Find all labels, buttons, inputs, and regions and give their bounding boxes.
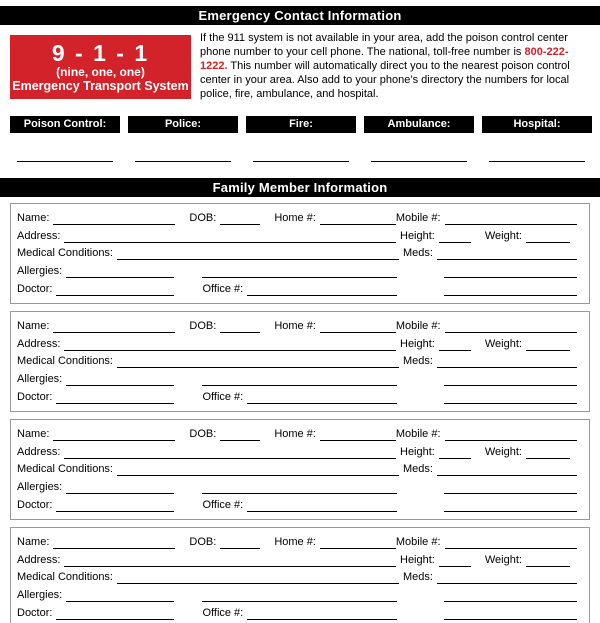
office-phone-blank-line (247, 284, 397, 296)
hospital-blank-line (489, 161, 585, 162)
member-row-medical (17, 460, 583, 478)
office-phone-blank-line (247, 500, 397, 512)
meds-continuation-line-1 (444, 374, 577, 386)
intro-section (10, 32, 590, 102)
name-label: Name: (17, 320, 50, 333)
dob-label: DOB: (189, 212, 217, 225)
police-blank-line (135, 161, 231, 162)
doctor-blank-line (56, 500, 174, 512)
member-row-name (17, 317, 583, 335)
home-phone-label: Home #: (274, 320, 316, 333)
weight-label: Weight: (484, 553, 522, 566)
allergies-label: Allergies: (17, 480, 63, 493)
name-blank-line (53, 537, 175, 549)
address-label: Address: (17, 445, 61, 458)
member-row-name (17, 425, 583, 443)
office-phone-label: Office #: (202, 498, 244, 511)
office-phone-label: Office #: (202, 390, 244, 403)
contact-labels-row (10, 116, 592, 133)
doctor-label: Doctor: (17, 498, 53, 511)
contact-label-poison-control: Poison Control: (10, 116, 120, 133)
member-row-address (17, 550, 583, 568)
meds-continuation-line-1 (444, 266, 577, 278)
medical-conditions-blank-line (117, 464, 399, 476)
mobile-phone-blank-line (445, 321, 577, 333)
member-row-medical (17, 244, 583, 262)
allergies-blank-line (66, 374, 174, 386)
meds-blank-line (437, 356, 577, 368)
meds-continuation-line-2 (444, 392, 577, 404)
member-row-allergies (17, 585, 583, 603)
office-phone-blank-line (247, 608, 397, 620)
dob-blank-line (220, 213, 260, 225)
home-phone-label: Home #: (274, 428, 316, 441)
doctor-blank-line (56, 392, 174, 404)
allergies-label: Allergies: (17, 588, 63, 601)
dob-label: DOB: (189, 320, 217, 333)
meds-continuation-line-2 (444, 500, 577, 512)
contact-label-fire: Fire: (246, 116, 356, 133)
instructions-text-before: If the 911 system is not available in your area, add the poison control center phone number to your cell phone. The national, toll-free number is (200, 32, 568, 58)
member-row-allergies (17, 369, 583, 387)
dob-blank-line (220, 537, 260, 549)
mobile-phone-blank-line (445, 213, 577, 225)
911-system-label: Emergency Transport System (12, 78, 189, 93)
name-label: Name: (17, 428, 50, 441)
weight-blank-line (526, 555, 570, 567)
member-row-doctor (17, 495, 583, 513)
instructions-text-after: This number will automatically direct you to the nearest poison control center in your area. Also add to your phone’s directory the numbers for local police, fire, ambulance, and hospital. (200, 59, 570, 100)
medical-conditions-label: Medical Conditions: (17, 571, 113, 584)
911-callout-box (10, 35, 191, 99)
dob-blank-line (220, 429, 260, 441)
address-blank-line (64, 231, 396, 243)
member-row-name (17, 209, 583, 227)
name-label: Name: (17, 212, 50, 225)
member-row-address (17, 334, 583, 352)
weight-blank-line (526, 447, 570, 459)
weight-blank-line (526, 339, 570, 351)
meds-label: Meds: (403, 355, 433, 368)
mobile-phone-label: Mobile #: (395, 536, 441, 549)
mobile-phone-blank-line (445, 537, 577, 549)
member-row-medical (17, 352, 583, 370)
allergies-label: Allergies: (17, 372, 63, 385)
member-row-doctor (17, 387, 583, 405)
office-phone-label: Office #: (202, 606, 244, 619)
doctor-label: Doctor: (17, 282, 53, 295)
weight-label: Weight: (484, 337, 522, 350)
meds-label: Meds: (403, 247, 433, 260)
dob-blank-line (220, 321, 260, 333)
medical-conditions-blank-line (117, 248, 399, 260)
fire-blank-line (253, 161, 349, 162)
medical-conditions-label: Medical Conditions: (17, 355, 113, 368)
dob-label: DOB: (189, 536, 217, 549)
height-label: Height: (400, 445, 435, 458)
name-blank-line (53, 321, 175, 333)
allergies-blank-line (66, 482, 174, 494)
allergies-continuation-line (202, 590, 397, 602)
home-phone-blank-line (320, 537, 396, 549)
member-row-medical (17, 568, 583, 586)
home-phone-blank-line (320, 321, 396, 333)
address-blank-line (64, 555, 396, 567)
allergies-continuation-line (202, 266, 397, 278)
height-blank-line (439, 231, 471, 243)
office-phone-label: Office #: (202, 282, 244, 295)
weight-label: Weight: (484, 445, 522, 458)
home-phone-blank-line (320, 429, 396, 441)
medical-conditions-label: Medical Conditions: (17, 463, 113, 476)
address-label: Address: (17, 229, 61, 242)
name-label: Name: (17, 536, 50, 549)
meds-label: Meds: (403, 571, 433, 584)
medical-conditions-blank-line (117, 356, 399, 368)
family-members-list (0, 203, 600, 623)
mobile-phone-blank-line (445, 429, 577, 441)
instructions-paragraph (200, 32, 590, 102)
ambulance-blank-line (371, 161, 467, 162)
allergies-continuation-line (202, 482, 397, 494)
address-label: Address: (17, 337, 61, 350)
member-row-name (17, 533, 583, 551)
mobile-phone-label: Mobile #: (395, 428, 441, 441)
dob-label: DOB: (189, 428, 217, 441)
member-row-allergies (17, 477, 583, 495)
family-member-card (10, 419, 590, 520)
member-row-allergies (17, 261, 583, 279)
family-member-card (10, 203, 590, 304)
home-phone-label: Home #: (274, 212, 316, 225)
mobile-phone-label: Mobile #: (395, 320, 441, 333)
address-label: Address: (17, 553, 61, 566)
allergies-blank-line (66, 266, 174, 278)
height-blank-line (439, 339, 471, 351)
allergies-blank-line (66, 590, 174, 602)
medical-conditions-label: Medical Conditions: (17, 247, 113, 260)
doctor-label: Doctor: (17, 390, 53, 403)
meds-blank-line (437, 572, 577, 584)
family-section-title: Family Member Information (0, 178, 600, 197)
family-member-card (10, 527, 590, 623)
home-phone-blank-line (320, 213, 396, 225)
mobile-phone-label: Mobile #: (395, 212, 441, 225)
height-blank-line (439, 447, 471, 459)
name-blank-line (53, 213, 175, 225)
weight-label: Weight: (484, 229, 522, 242)
doctor-blank-line (56, 284, 174, 296)
911-number: 9 - 1 - 1 (51, 39, 150, 66)
member-row-address (17, 226, 583, 244)
family-member-card (10, 311, 590, 412)
poison-control-phone-number: 800-222-1222. (200, 45, 569, 72)
allergies-continuation-line (202, 374, 397, 386)
meds-label: Meds: (403, 463, 433, 476)
meds-continuation-line-2 (444, 284, 577, 296)
height-label: Height: (400, 229, 435, 242)
meds-blank-line (437, 464, 577, 476)
address-blank-line (64, 447, 396, 459)
meds-blank-line (437, 248, 577, 260)
meds-continuation-line-1 (444, 482, 577, 494)
weight-blank-line (526, 231, 570, 243)
poison-control-blank-line (17, 161, 113, 162)
home-phone-label: Home #: (274, 536, 316, 549)
meds-continuation-line-1 (444, 590, 577, 602)
contact-label-ambulance: Ambulance: (364, 116, 474, 133)
office-phone-blank-line (247, 392, 397, 404)
height-label: Height: (400, 553, 435, 566)
member-row-doctor (17, 279, 583, 297)
allergies-label: Allergies: (17, 264, 63, 277)
911-subtitle: (nine, one, one) (56, 64, 145, 79)
member-row-address (17, 442, 583, 460)
page-title: Emergency Contact Information (0, 6, 600, 25)
member-row-doctor (17, 603, 583, 621)
contact-label-police: Police: (128, 116, 238, 133)
height-blank-line (439, 555, 471, 567)
doctor-label: Doctor: (17, 606, 53, 619)
medical-conditions-blank-line (117, 572, 399, 584)
contact-blank-lines-row (10, 161, 592, 162)
address-blank-line (64, 339, 396, 351)
name-blank-line (53, 429, 175, 441)
height-label: Height: (400, 337, 435, 350)
doctor-blank-line (56, 608, 174, 620)
meds-continuation-line-2 (444, 608, 577, 620)
contact-label-hospital: Hospital: (482, 116, 592, 133)
